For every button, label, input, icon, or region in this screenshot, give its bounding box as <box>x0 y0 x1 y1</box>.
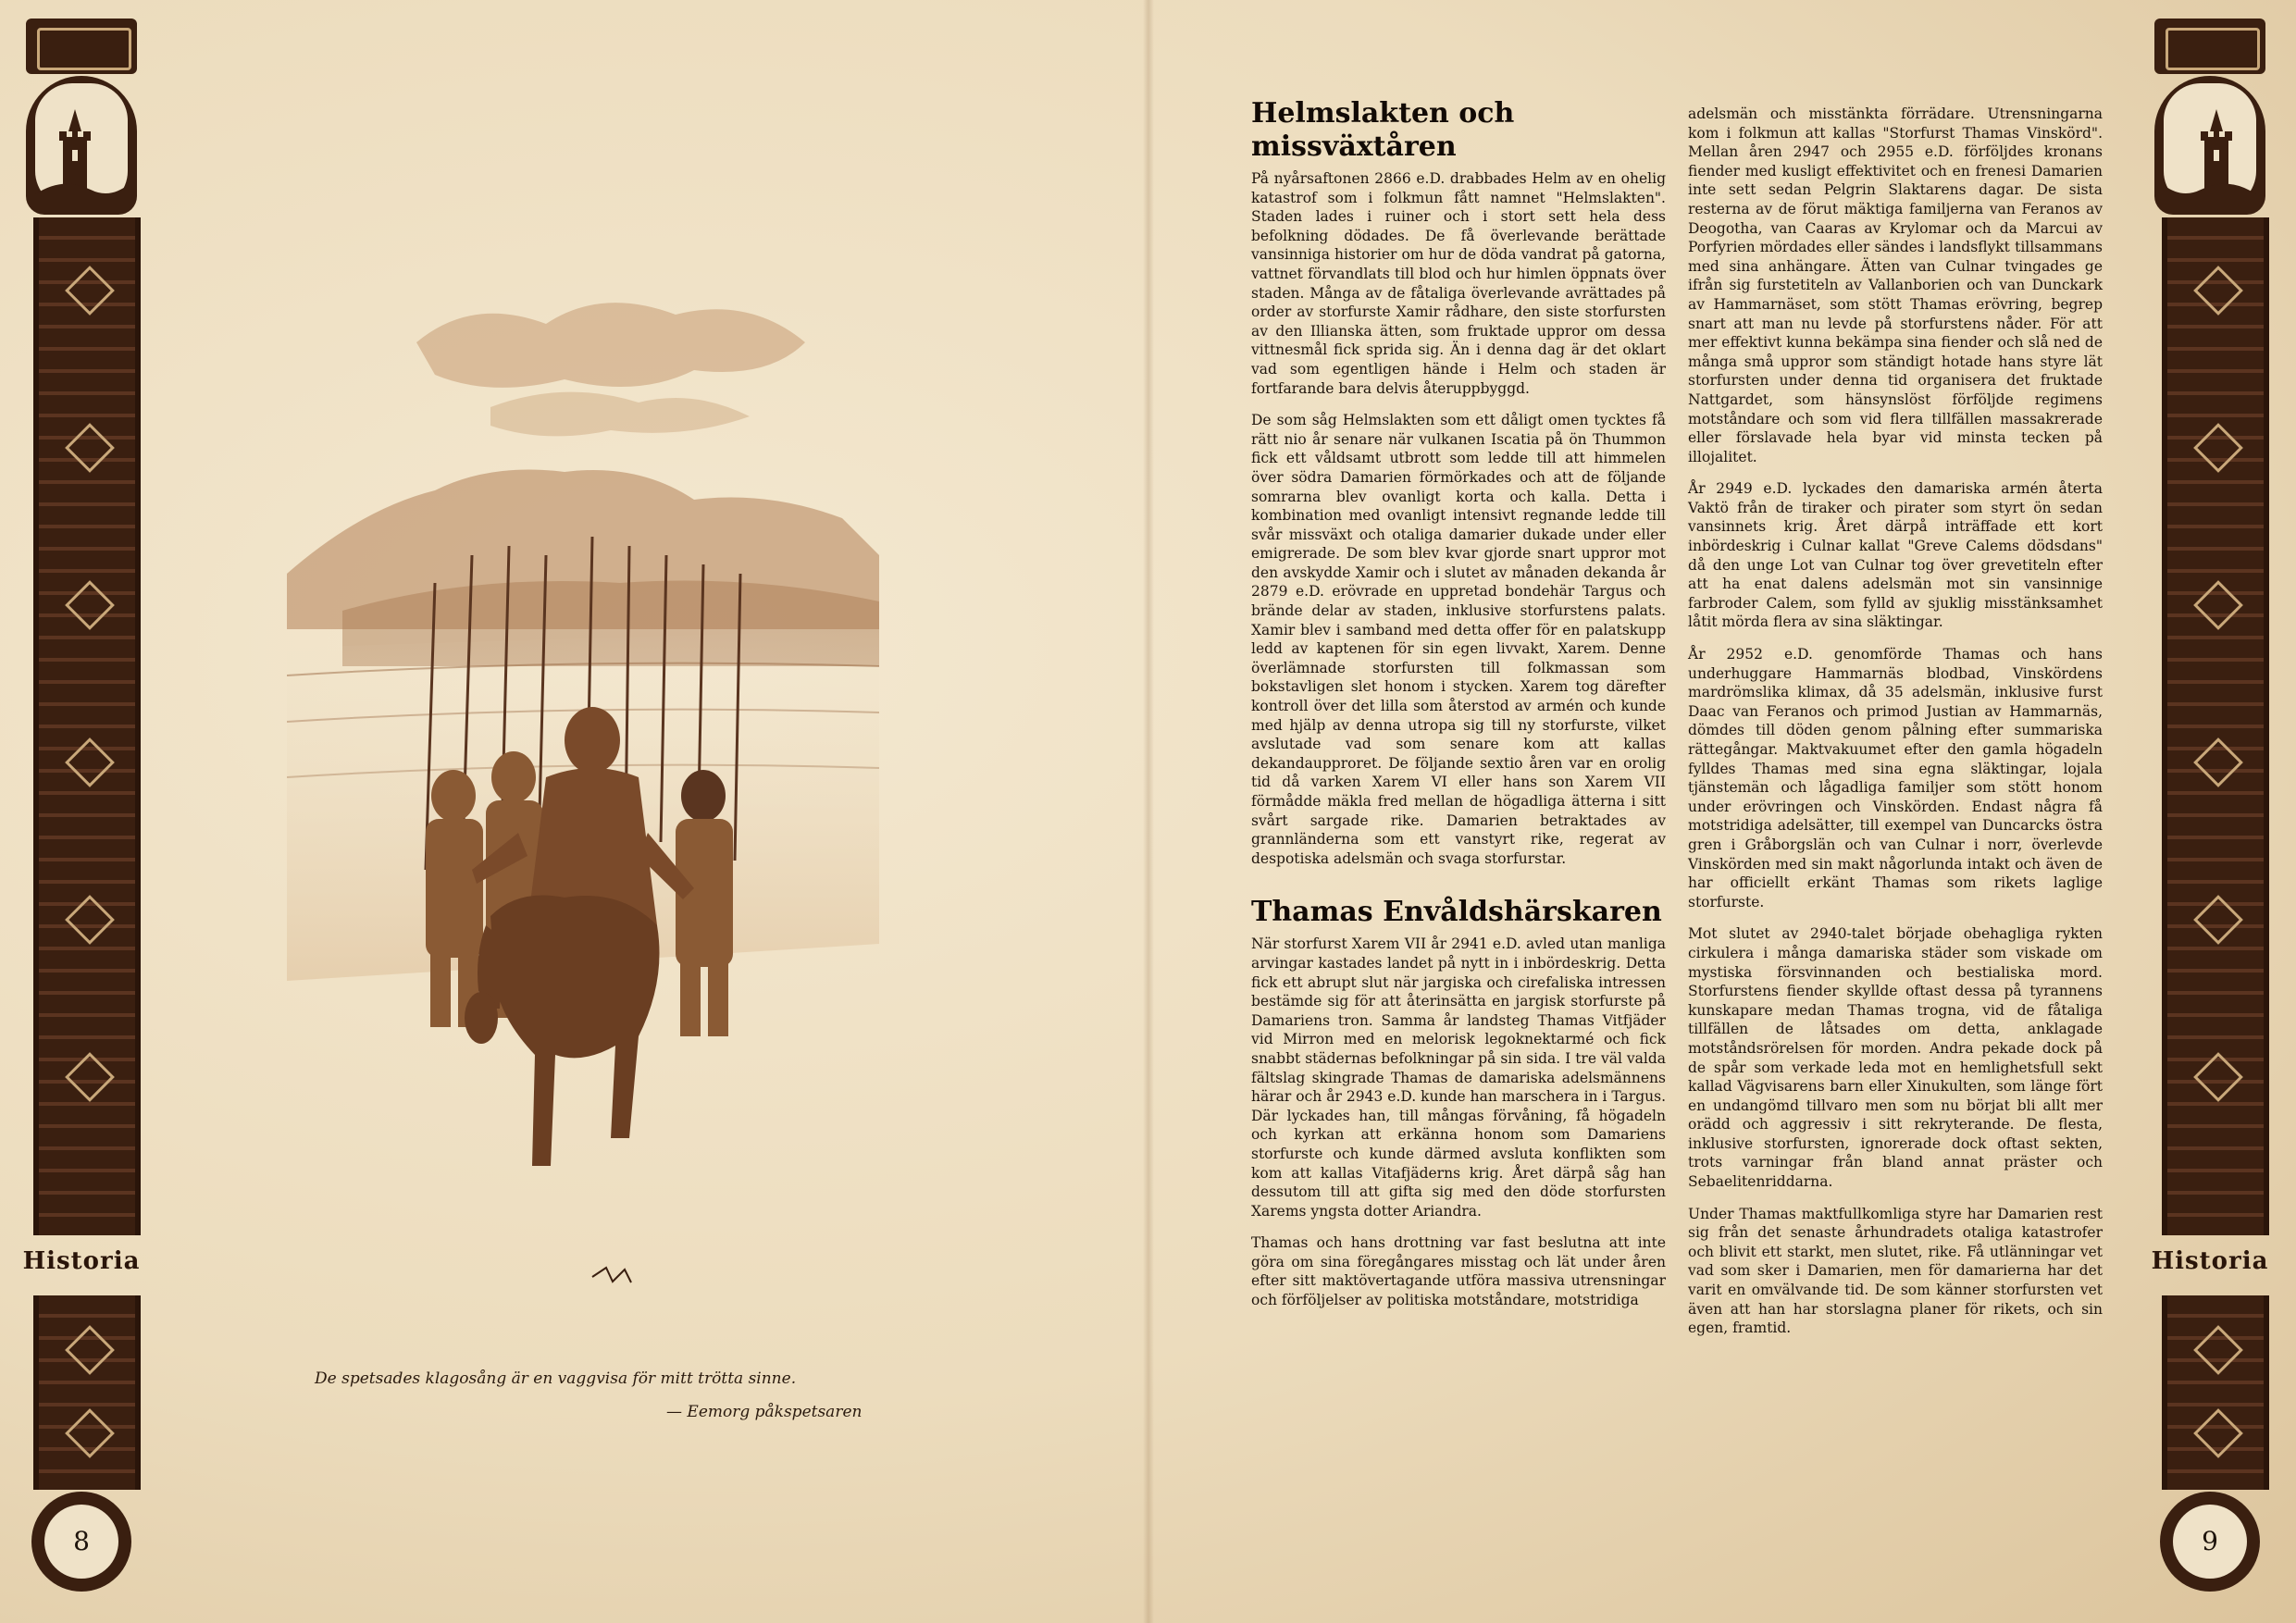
paragraph: År 2952 e.D. genomförde Thamas och hans underhuggare Hammarnäs blodbad, Vinskördens mardrömslika klimax, då 35 adelsmän, inklusive furst Daac van Feranos och primod Justian av Hammarnäs, dömdes till döden genom pålning efter summariska rättegångar. Maktvakuumet efter den gamla högadeln fylldes Thamas med sina egna släktingar, lojala tjänstemän och lågadliga familjer som stött honom under erövringen och Vinskörden. Endast några få motstridiga adelsätter, till exempel van Duncarcks östra gren i Gråborgslän och van Culnar i norr, överlevde Vinskörden med sin makt någorlunda intakt och även de har officiellt erkänt Thamas som rikets laglige storfurste. <box>1688 646 2103 911</box>
border-pattern-strip-lower <box>2162 1295 2269 1490</box>
section-label: Historia <box>2151 1247 2269 1275</box>
diamond-ornament-icon <box>2193 1052 2243 1102</box>
page-number: 9 <box>2173 1505 2247 1579</box>
diamond-ornament-icon <box>2193 737 2243 787</box>
section-heading-helmslakten: Helmslakten och missväxtåren <box>1251 97 1515 163</box>
diamond-ornament-icon <box>2193 580 2243 630</box>
diamond-ornament-icon <box>2193 423 2243 473</box>
illustration-rider-and-soldiers <box>287 278 879 1342</box>
diamond-ornament-icon <box>65 737 115 787</box>
castle-tower-icon <box>26 76 137 215</box>
diamond-ornament-icon <box>65 1408 115 1458</box>
caption-attribution: — Eemorg påkspetsaren <box>666 1403 863 1421</box>
diamond-ornament-icon <box>65 1052 115 1102</box>
castle-tower-icon <box>2154 76 2265 215</box>
border-top-ornament <box>2154 19 2265 74</box>
section-label: Historia <box>22 1247 141 1275</box>
left-border <box>22 19 141 1592</box>
paragraph: På nyårsaftonen 2866 e.D. drabbades Helm av en ohelig katastrof som i folkmun fått namnet "Helmslakten". Staden lades i ruiner och i stort sett hela dess befolkning dödades. De få överlevande berättade vansinniga historier om hur de döda vandrat på gatorna, vattnet förvandlats till blod och hur himlen öppnats över staden. Många av de fåtaliga överlevande avrättades på order av storfurste Xamir rådhare, den siste storfursten av den Illianska ätten, som fruktade uppror om dessa vittnesmål fick sprida sig. Än i denna dag är det oklart vad som egentligen hände i Helm och staden är fortfarande bara delvis återuppbyggd. <box>1251 170 1666 397</box>
page-number: 8 <box>44 1505 118 1579</box>
text-column-2 <box>1688 105 2103 1351</box>
border-top-ornament <box>26 19 137 74</box>
text-column-1 <box>1251 97 1666 1323</box>
diamond-ornament-icon <box>65 580 115 630</box>
border-pattern-strip-lower <box>33 1295 141 1490</box>
illustration-caption: De spetsades klagosång är en vaggvisa för mitt trötta sinne. <box>315 1369 797 1388</box>
page-number-medallion <box>31 1492 131 1592</box>
paragraph: De som såg Helmslakten som ett dåligt omen tycktes få rätt nio år senare när vulkanen Iscatia på ön Thummon fick ett våldsamt utbrott som ledde till att himmelen över södra Damarien förmörkades och att de följande somrarna blev ovanligt korta och kalla. Detta i kombination med ovanligt intensivt regnande ledde till svår missväxt och otaliga damarier dukade under eller emigrerade. De som blev kvar gjorde snart uppror mot den avskydde Xamir och i slutet av månaden dekanda år 2879 e.D. erövrade en uppretad bondehär Targus och brände delar av staden, inklusive storfurstens palats. Xamir blev i samband med detta offer för en palatskupp ledd av kaptenen för sin egen livvakt, Xarem. Denne överlämnade storfursten till folkmassan som bokstavligen slet honom i stycken. Xarem tog därefter kontroll över det lilla som återstod av armén och kunde med hjälp av denna utropa sig till ny storfurste, vilket avslutade vad som senare kom att kallas dekandaupproret. De följande sextio åren var en orolig tid då varken Xarem VI eller hans son Xarem VII förmådde mäkla fred mellan de högadliga ätterna i sitt svårt sargade rike. Damarien betraktades av grannländerna som ett vanstyrt rike, regerat av despotiska adelsmän och svaga storfurstar. <box>1251 412 1666 867</box>
section-heading-thamas: Thamas Envåldshärskaren <box>1251 896 1662 929</box>
diamond-ornament-icon <box>2193 1325 2243 1375</box>
paragraph: Mot slutet av 2940-talet började obehagliga rykten cirkulera i många damariska städer som viskade om mystiska försvinnanden och bestialiska mord. Storfurstens fiender skyllde oftast dessa på tyrannens kunskapare medan Thamas trogna, vid de fåtaliga tillfällen de låtsades om detta, anklagade motståndsrörelsen för morden. Andra pekade dock på de spår som verkade leda mot en hemlighetsfull sekt kallad Vägvisarens barn eller Xinukulten, som länge fört en undangömd tillvaro men som nu börjat bli allt mer orädd och aggressiv i sitt rekryterande. De flesta, inklusive storfursten, ignorerade dock oftast sekten, trots varningar från bland annat präster och Sebaelitenriddarna. <box>1688 925 2103 1191</box>
diamond-ornament-icon <box>65 895 115 945</box>
paragraph: När storfurst Xarem VII år 2941 e.D. avled utan manliga arvingar kastades landet på nytt in i inbördeskrig. Detta fick ett abrupt slut när jargiska och cirefaliska intressen bestämde sig för att återinsätta en jargisk storfurste på Damariens tron. Samma år landsteg Thamas Vitfjäder vid Mirron med en melorisk legoknektarmé och fick snabbt städernas befolkningar på sin sida. I tre väl valda fältslag skingrade Thamas de damariska adelsmännens härar och år 2943 e.D. kunde han marschera in i Targus. Där lyckades han, till mångas förvåning, få högadeln och kyrkan att erkänna honom som Damariens storfurste och kunde därmed avsluta konflikten som kom att kallas Vitafjäderns krig. Året därpå såg han dessutom till att gifta sig med den döde storfursten Xarems yngsta dotter Ariandra. <box>1251 935 1666 1220</box>
border-pattern-strip <box>2162 217 2269 1235</box>
diamond-ornament-icon <box>65 423 115 473</box>
border-pattern-strip <box>33 217 141 1235</box>
diamond-ornament-icon <box>2193 266 2243 316</box>
diamond-ornament-icon <box>2193 1408 2243 1458</box>
page-gutter <box>1143 0 1154 1623</box>
diamond-ornament-icon <box>65 266 115 316</box>
diamond-ornament-icon <box>65 1325 115 1375</box>
right-border <box>2151 19 2269 1592</box>
paragraph: Thamas och hans drottning var fast beslutna att inte göra om sina föregångares misstag och lät under åren efter sitt maktövertagande utföra massiva utrensningar och förföljelser av politiska motståndare, motstridiga <box>1251 1234 1666 1309</box>
page-number-medallion <box>2160 1492 2260 1592</box>
paragraph: År 2949 e.D. lyckades den damariska armén återta Vaktö från de tiraker och pirater som styrt ön sedan vansinnets krig. Året därpå inträffade ett kort inbördeskrig i Culnar kallat "Greve Calems dödsdans" då den unge Lot van Culnar tog över grevetiteln efter att ha enat dalens adelsmän mot sin vansinnige farbroder Calem, som fylld av sjuklig misstänksamhet låtit mörda flera av sina släktingar. <box>1688 480 2103 631</box>
diamond-ornament-icon <box>2193 895 2243 945</box>
paragraph: adelsmän och misstänkta förrädare. Utrensningarna kom i folkmun att kallas "Storfurst Thamas Vinskörd". Mellan åren 2947 och 2955 e.D. förföljdes kronans fiender med kusligt effektivitet och en frenesi Damarien inte sett sedan Pelgrin Slaktarens dagar. De sista resterna av de förut mäktiga familjerna van Feranos av Deogotha, van Caaras av Krylomar och da Marcui av Porfyrien mördades eller sändes i landsflykt tillsammans med sina anhängare. Ätten van Culnar tvingades ge ifrån sig furstetiteln av Vallanborien och van Dunckark av Hammarnäset, som stött Thamas erövring, begrep snart att man nu levde på storfurstens nåder. För att mer effektivt kunna bekämpa sina fiender och slå ned de många små uppror som ständigt hotade hans styre lät storfursten under denna tid organisera det fruktade Nattgardet, som hänsynslöst förföljde regimens motståndare och som vid flera tillfällen massakrerade eller förslavade hela byar vid minsta tecken på illojalitet. <box>1688 105 2103 465</box>
paragraph: Under Thamas maktfullkomliga styre har Damarien rest sig från det senaste århundradets otaliga katastrofer och blivit ett starkt, men slutet, rike. Få utlänningar vet vad som sker i Damarien, men för damarierna har det varit en omvälvande tid. De som känner storfursten vet även att han har storslagna planer för rikets, och sin egen, framtid. <box>1688 1205 2103 1337</box>
